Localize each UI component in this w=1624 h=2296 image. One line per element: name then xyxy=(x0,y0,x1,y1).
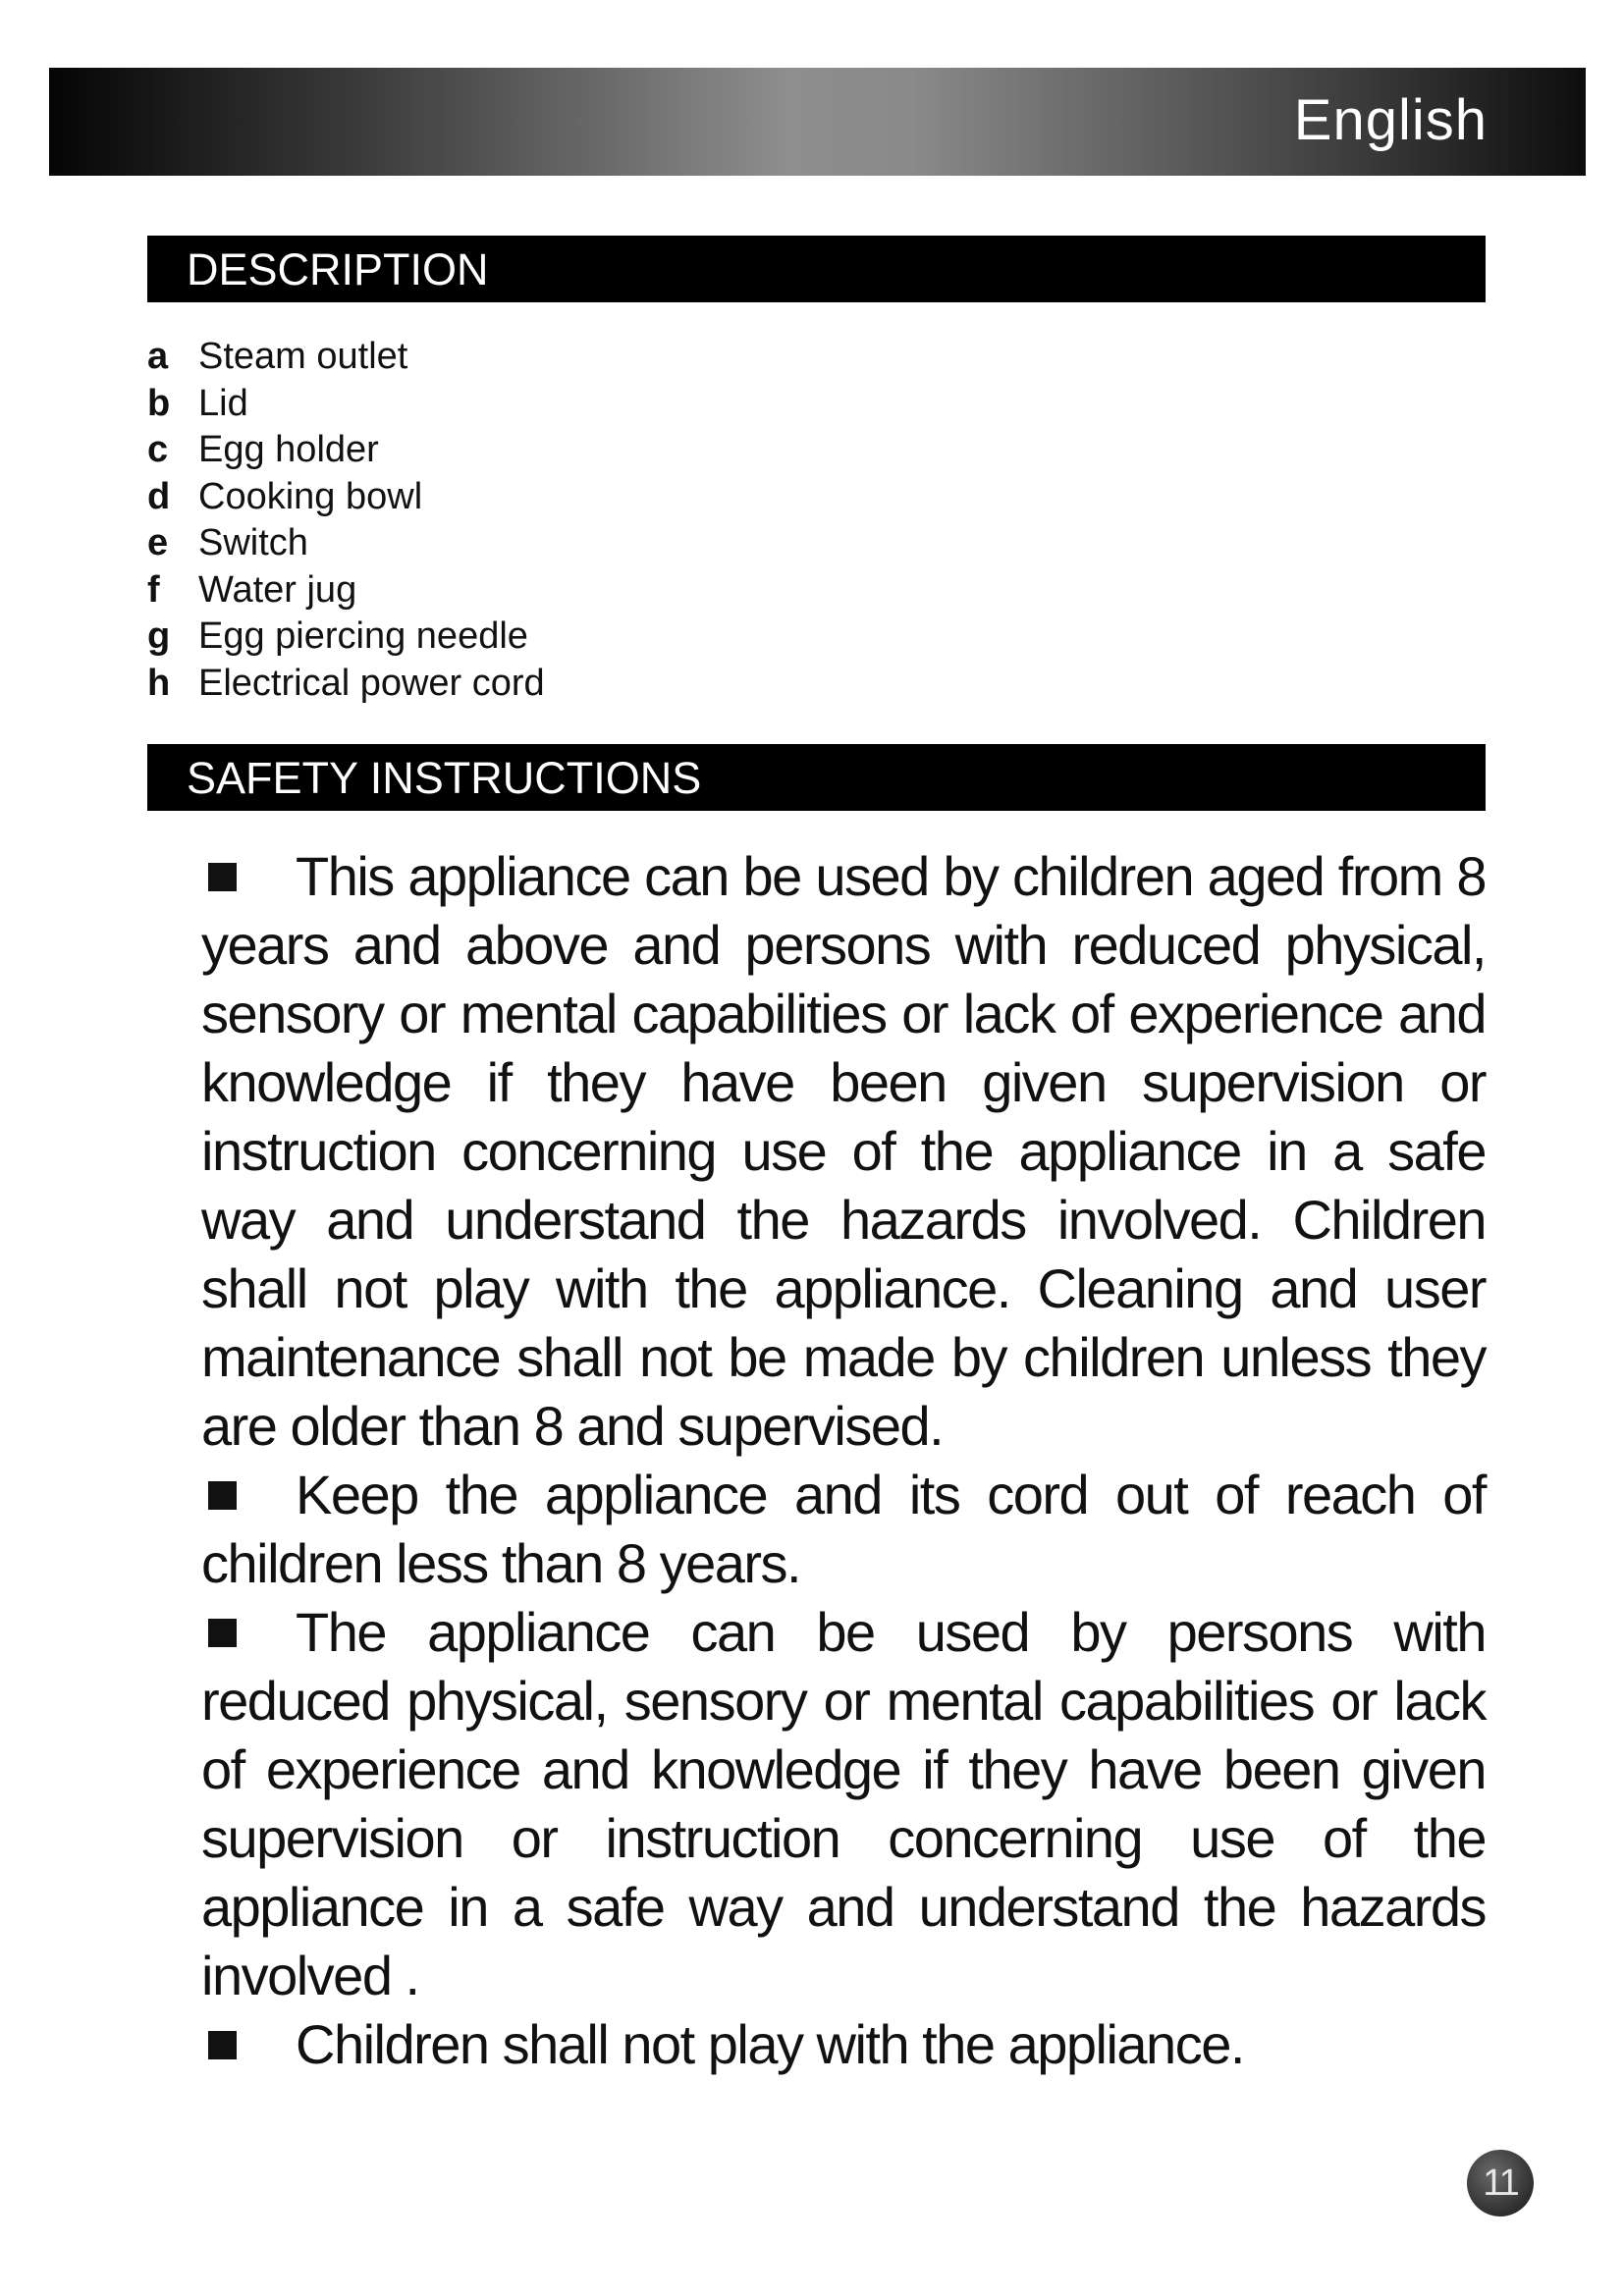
description-heading: DESCRIPTION xyxy=(147,236,1486,302)
list-item xyxy=(147,427,545,474)
item-letter: h xyxy=(147,662,171,704)
safety-paragraph xyxy=(201,1598,1486,2010)
safety-paragraph xyxy=(201,842,1486,1461)
safety-text: Children shall not play with the appliance. xyxy=(296,2013,1244,2075)
item-letter: a xyxy=(147,336,169,377)
item-letter: e xyxy=(147,522,169,563)
item-label: Water jug xyxy=(198,568,357,611)
item-letter: d xyxy=(147,475,171,517)
item-letter: f xyxy=(147,568,160,611)
square-bullet-icon xyxy=(208,863,237,891)
item-label: Steam outlet xyxy=(198,336,408,377)
list-item xyxy=(147,520,545,567)
list-item xyxy=(147,614,545,661)
item-label: Egg holder xyxy=(198,429,379,470)
item-label: Electrical power cord xyxy=(198,662,545,704)
item-label: Lid xyxy=(198,382,248,424)
safety-text: The appliance can be used by persons with reduced physical, sensory or mental capabilities or lack of experience and knowledge if they have been given supervision or instruction concerning use of the appliance in a safe way and understand the hazards involved . xyxy=(201,1601,1486,2006)
item-letter: b xyxy=(147,382,171,424)
item-letter: c xyxy=(147,429,169,470)
square-bullet-icon xyxy=(208,2031,237,2059)
square-bullet-icon xyxy=(208,1481,237,1510)
safety-paragraph xyxy=(201,2010,1486,2079)
description-list xyxy=(147,334,545,707)
safety-text: This appliance can be used by children aged from 8 years and above and persons with reduced physical, sensory or mental capabilities or lack of experience and knowledge if they have been given supervision or instruction concerning use of the appliance in a safe way and understand the hazards involved. Children shall not play with the appliance. Cleaning and user maintenance shall not be made by children unless they are older than 8 and supervised. xyxy=(201,845,1486,1457)
safety-heading: SAFETY INSTRUCTIONS xyxy=(147,744,1486,811)
item-letter: g xyxy=(147,615,171,657)
list-item xyxy=(147,381,545,428)
list-item xyxy=(147,661,545,708)
list-item xyxy=(147,474,545,521)
language-label: English xyxy=(1293,88,1488,152)
header-bar xyxy=(49,68,1586,176)
item-label: Cooking bowl xyxy=(198,475,423,517)
item-label: Egg piercing needle xyxy=(198,615,528,657)
list-item xyxy=(147,334,545,381)
item-label: Switch xyxy=(198,522,308,563)
square-bullet-icon xyxy=(208,1619,237,1647)
safety-instructions xyxy=(201,842,1486,2079)
safety-text: Keep the appliance and its cord out of reach of children less than 8 years. xyxy=(201,1464,1486,1594)
page-number: 11 xyxy=(1467,2150,1534,2216)
list-item xyxy=(147,567,545,614)
safety-paragraph xyxy=(201,1461,1486,1598)
